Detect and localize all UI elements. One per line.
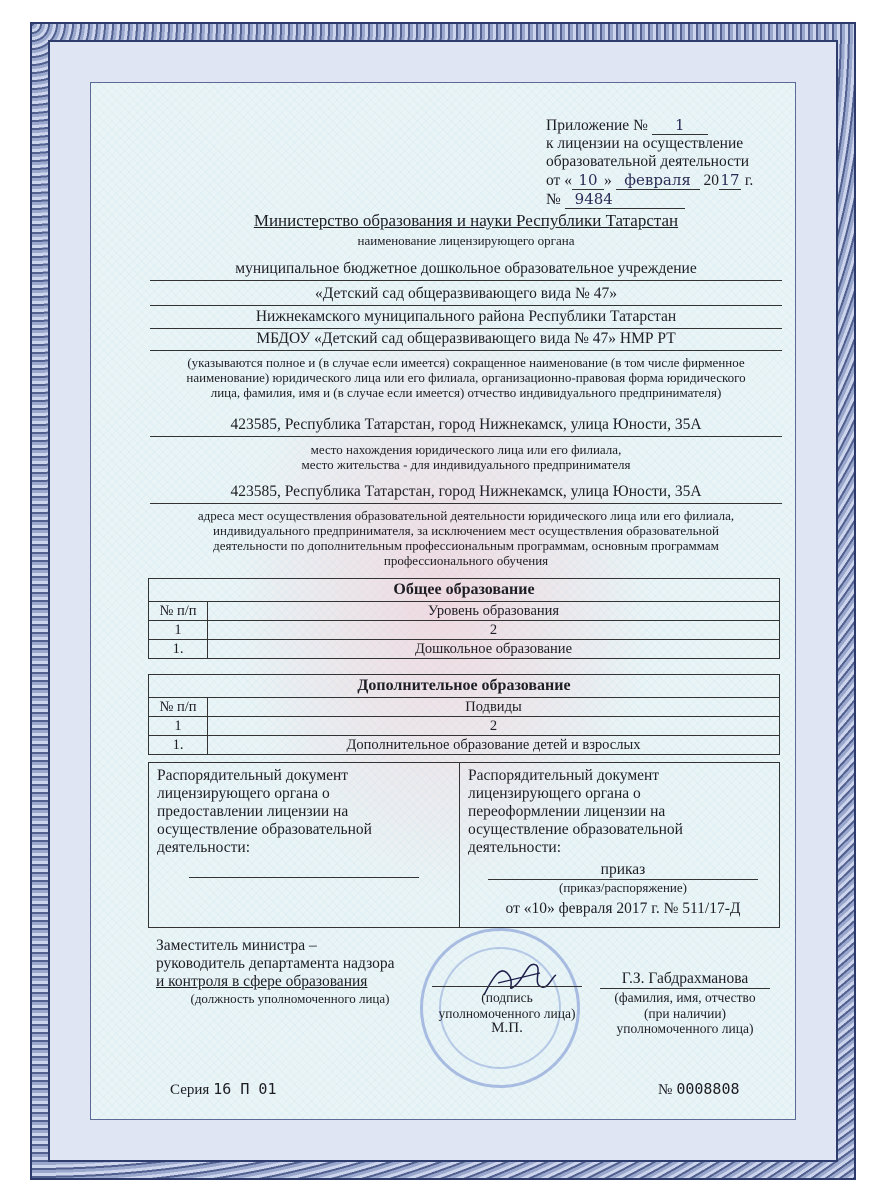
annex-number: 1 xyxy=(652,116,708,135)
col-index-1: 1 xyxy=(149,621,208,640)
signature-line xyxy=(432,986,582,987)
blank-series: Серия 16 П 01 xyxy=(170,1080,277,1098)
annex-block xyxy=(546,116,776,209)
annex-month: февраля xyxy=(616,171,700,190)
location-caption: место нахождения юридического лица или его филиала, место жительства - для индивидуального предпринимателя xyxy=(301,442,631,472)
reissue-document: Распорядительный документ лицензирующего органа о переоформлении лицензии на осуществление образовательной деятельности: приказ (приказ/распоряжение) от «10» февраля 2017 г. № 511/17-Д xyxy=(459,763,779,927)
col-index-2: 2 xyxy=(208,717,780,736)
activity-address: 423585, Республика Татарстан, город Нижнекамск, улица Юности, 35А xyxy=(150,483,782,504)
additional-education-title: Дополнительное образование xyxy=(149,675,780,698)
col-index-2: 2 xyxy=(208,621,780,640)
annex-year: 17 xyxy=(720,171,740,189)
ministry-name: Министерство образования и науки Республики Татарстан xyxy=(253,211,679,230)
ministry-caption: наименование лицензирующего органа xyxy=(357,233,575,248)
col-header-subtype: Подвиды xyxy=(208,698,780,717)
grant-doc-blank-line xyxy=(189,877,419,878)
annex-line3: образовательной деятельности xyxy=(546,153,750,170)
reissue-doc-type: приказ xyxy=(488,861,758,880)
position-caption: (должность уполномоченного лица) xyxy=(190,991,390,1006)
col-header-level: Уровень образования xyxy=(208,602,780,621)
row-value: Дополнительное образование детей и взрослых xyxy=(208,736,780,755)
general-education-table xyxy=(148,578,780,659)
table-row xyxy=(149,736,780,755)
signatory-name: Г.З. Габдрахманова xyxy=(600,970,770,989)
row-num: 1. xyxy=(149,640,208,659)
reissue-doc-caption: (приказ/распоряжение) xyxy=(559,880,687,895)
grant-document: Распорядительный документ лицензирующего органа о предоставлении лицензии на осуществление образовательной деятельности: xyxy=(149,763,459,927)
org-caption: (указываются полное и (в случае если имеется) сокращенное наименование (в том числе фирменное наименование) юридического лица или его филиала, организационно-правовая форма юридического лица, фамилия, имя и (в случае если имеется) отчество индивидуального предпринимателя) xyxy=(186,355,746,400)
annex-label: Приложение № xyxy=(546,117,648,134)
general-education-title: Общее образование xyxy=(149,579,780,602)
col-header-num: № п/п xyxy=(149,698,208,717)
administrative-documents xyxy=(148,762,780,928)
org-line4: МБДОУ «Детский сад общеразвивающего вида № 47» НМР РТ xyxy=(150,330,782,351)
signatory-position: Заместитель министра – руководитель департамента надзора и контроля в сфере образования xyxy=(156,937,395,990)
annex-line2: к лицензии на осуществление xyxy=(546,135,744,152)
blank-number: № 0008808 xyxy=(658,1080,740,1098)
org-line1: муниципальное бюджетное дошкольное образовательное учреждение xyxy=(150,260,782,281)
row-num: 1. xyxy=(149,736,208,755)
date-mid: » xyxy=(603,172,612,189)
activity-caption: адреса мест осуществления образовательной деятельности юридического лица или его филиала, индивидуального предпринимателя, за исключением мест осуществления образовательной деятельности по дополнительным профессиональным программам, основным программам профессионального обучения xyxy=(197,508,735,568)
org-line2: «Детский сад общеразвивающего вида № 47» xyxy=(150,285,782,306)
name-caption: (фамилия, имя, отчество (при наличии) уполномоченного лица) xyxy=(614,990,756,1036)
annex-day: 10 xyxy=(572,171,604,190)
reissue-doc-reference: от «10» февраля 2017 г. № 511/17-Д xyxy=(505,900,741,917)
year-end: г. xyxy=(744,172,754,189)
date-prefix: от « xyxy=(546,172,572,189)
col-index-1: 1 xyxy=(149,717,208,736)
signature-caption: (подпись уполномоченного лица) М.П. xyxy=(438,990,576,1036)
additional-education-table xyxy=(148,674,780,755)
location-address: 423585, Республика Татарстан, город Нижнекамск, улица Юности, 35А xyxy=(150,416,782,437)
reg-label: № xyxy=(546,191,561,208)
reg-number: 9484 xyxy=(565,190,685,209)
year-prefix: 20 xyxy=(703,172,719,189)
org-line3: Нижнекамского муниципального района Республики Татарстан xyxy=(150,308,782,329)
col-header-num: № п/п xyxy=(149,602,208,621)
row-value: Дошкольное образование xyxy=(208,640,780,659)
table-row xyxy=(149,640,780,659)
